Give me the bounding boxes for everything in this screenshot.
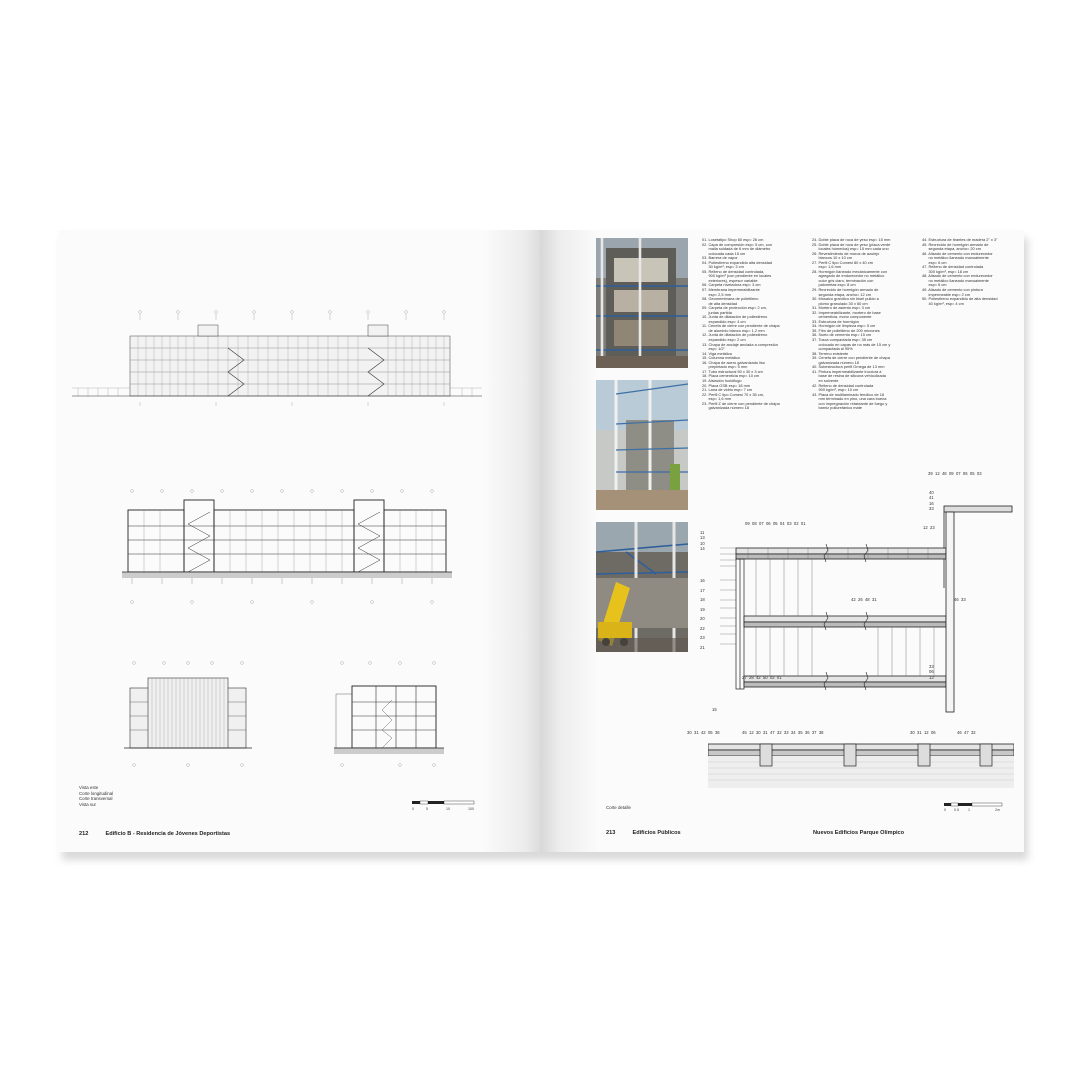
- note-line: expandido esp= 2 cm: [702, 337, 746, 343]
- note-line: 900 kg/m³, esp= 10 cm: [812, 387, 859, 393]
- note-line: 11. Cenefa de cierre con pendiente de chapa: [702, 323, 780, 329]
- tag-mid-right-a: 12 23: [923, 525, 935, 530]
- detail-caption: Corte detalle: [606, 805, 631, 810]
- tag-bottom-far: 46 47 32: [957, 730, 976, 735]
- tag-side-right-0: 40: [929, 490, 934, 495]
- note-line: 34. Hormigón de limpieza esp= 5 cm: [812, 323, 876, 329]
- note-line: 900 kg/m³ (con pendiente en locales: [702, 273, 772, 279]
- tag-right-c-0: 33: [929, 664, 934, 669]
- note-line: 09. Carpeta de protección esp= 2 cm,: [702, 305, 767, 311]
- right-folio-title: Nuevos Edificios Parque Olímpico: [813, 830, 905, 836]
- note-line: colocado en capas de no más de 15 cm y: [812, 341, 891, 347]
- notes-column-3: [922, 238, 998, 306]
- left-scale-label-3: 100: [468, 807, 474, 811]
- drawing-captions: [79, 785, 113, 807]
- note-line: 07. Membrana impermeabilizante: [702, 287, 760, 293]
- note-line: 27. Perfil C tipo Comesi 80 x 40 cm: [812, 259, 873, 265]
- right-folio-left: [606, 830, 681, 836]
- note-line: esp= 1/2": [702, 346, 725, 352]
- note-line: 23. Perfil Z de cierre con pendiente de chapa: [702, 400, 780, 406]
- note-line: 22. Perfil C tipo Comesi 70 x 35 cm,: [702, 391, 765, 397]
- note-line: 41. Pintura impermeabilizante incolora a: [812, 368, 882, 374]
- note-line: 43. Placa de multilaminado fenólico de 18: [812, 391, 885, 397]
- note-line: 31. Mortero de asiento esp= 3 cm: [812, 305, 871, 311]
- note-line: esp= 1,6 mm: [702, 396, 732, 402]
- note-line: segunda etapa, ancho= 12 cm: [812, 291, 871, 297]
- tag-left-b-7: 21: [700, 644, 705, 650]
- tag-mid-b: 46 33: [954, 597, 966, 602]
- construction-detail-drawing: [708, 498, 1014, 792]
- note-line: 05. Relleno de densidad controlada,: [702, 268, 765, 274]
- tag-bottom-mid: 45 12 30 31 47 32 33 34 35 36 37 38: [742, 730, 824, 735]
- note-line: con impregnación retardante de fuego y: [812, 400, 888, 406]
- note-line: 25. Doble placa de roca de yeso (placa verde: [812, 241, 891, 247]
- tag-mid-a: 42 26 48 31: [851, 597, 877, 602]
- caption-east-view: Vista este: [79, 785, 99, 790]
- tag-bottom-left: 30 31 42 05 36: [687, 730, 720, 735]
- tag-left-b: [700, 576, 705, 652]
- note-line: compactada al 95%: [812, 346, 853, 352]
- left-scale-label-0: 0: [412, 807, 414, 811]
- note-line: 300 kg/m³, esp= 18 cm: [922, 268, 969, 274]
- notes-column-1: [702, 238, 780, 411]
- note-line: 39. Cenefa de cierre con pendiente de chapa: [812, 355, 890, 361]
- tag-side-right-1: 41: [929, 495, 934, 501]
- note-line: 40 kg/m³, esp= 4 cm: [922, 300, 964, 306]
- note-line: 20. Placa OSB esp= 18 mm: [702, 382, 751, 388]
- note-line: no metálico llaneado manualmente: [922, 277, 989, 283]
- tag-left-b-0: 16: [700, 578, 705, 583]
- tag-left-b-6: 23: [700, 635, 705, 640]
- note-line: 19. Aislación Isolúflugo: [702, 377, 742, 383]
- tag-right-c-1: 06: [929, 669, 934, 675]
- note-line: 47. Relleno de densidad controlada: [922, 264, 984, 270]
- note-line: esp= 6 cm: [922, 282, 947, 288]
- note-line: no metálico llaneado manualmente: [922, 255, 989, 261]
- tag-left-b-3: 19: [700, 606, 705, 612]
- note-line: 49. Alisado de cemento con pintura: [922, 287, 983, 293]
- note-line: 13. Chapa de anclaje anclada a compresión: [702, 341, 778, 347]
- note-line: 50. Poliestireno expandido de alta densidad: [922, 296, 998, 302]
- note-line: 40. Subestructura perfil Omega de 13 mm: [812, 364, 885, 370]
- caption-transverse-section: Corte transversal: [79, 796, 113, 802]
- note-line: 32. Impermeabilizante, mortero de base: [812, 309, 881, 315]
- left-scale-label-2: 10: [446, 807, 450, 811]
- notes-column-2: [812, 238, 890, 411]
- tag-bottom-right: 30 31 12 06: [910, 730, 936, 735]
- tag-right-c: [929, 664, 934, 680]
- longitudinal-section-drawing: [122, 488, 452, 606]
- note-line: 08. Geomembrana de polietileno: [702, 296, 759, 302]
- tag-side-right-3: 33: [929, 506, 934, 512]
- note-line: 21. Lana de vidrio esp= 7 cm: [702, 387, 753, 393]
- note-line: cementicia, mono componente: [812, 314, 872, 320]
- note-line: 46. Alisado de cemento con endurecedor: [922, 250, 993, 256]
- tag-lower-row: 27 28 42 50 02 01: [742, 675, 782, 680]
- note-line: expandido esp= 4 cm: [702, 318, 746, 324]
- note-line: galvanizada número 18: [702, 405, 749, 411]
- note-line: 24. Doble placa de roca de yeso esp= 15 mm: [812, 237, 891, 242]
- note-line: 38. Terreno existente: [812, 350, 849, 356]
- page-number: 213: [606, 830, 616, 836]
- note-line: color gris claro, terminación con: [812, 277, 874, 283]
- note-line: de aluminio blanco esp= 1,2 mm: [702, 327, 765, 333]
- note-line: base de resina de silicona vehiculizada: [812, 373, 886, 379]
- note-line: locales húmedos) esp= 15 mm cada uno: [812, 246, 889, 252]
- note-line: 48. Alisado de cemento con endurecedor: [922, 273, 993, 279]
- note-line: 45. Recrecido de hormigón armado de: [922, 241, 989, 247]
- note-line: malla soldada de 6 mm de diámetro: [702, 246, 771, 252]
- right-page: [540, 230, 1024, 852]
- note-line: 28. Hormigón llaneado mecánicamente con: [812, 268, 888, 274]
- construction-photo-3: [596, 522, 688, 652]
- caption-longitudinal-section: Corte longitudinal: [79, 790, 114, 796]
- page-section-title: Edificios Públicos: [632, 830, 681, 836]
- construction-photo-1: [596, 238, 688, 368]
- note-line: 06. Carpeta niveladora esp= 3 cm: [702, 282, 761, 288]
- left-scale-label-1: 5: [426, 807, 428, 811]
- note-line: 12. Junta de dilatación de poliestireno: [702, 332, 768, 338]
- note-line: palometas esp= 8 cm: [812, 282, 856, 288]
- tag-left-b-5: 22: [700, 625, 705, 631]
- transverse-section-drawing: [330, 660, 448, 770]
- tag-left-b-4: 20: [700, 616, 705, 621]
- note-line: 36. Suelo de cemento esp= 15 cm: [812, 332, 872, 338]
- note-line: esp= 1,6 mm: [812, 264, 842, 270]
- note-line: barniz poliuretánico mate: [812, 405, 862, 411]
- note-line: 02. Capa de compresión esp= 5 cm, con: [702, 241, 772, 247]
- tag-side-right-2: 16: [929, 500, 934, 506]
- construction-photo-2: [596, 380, 688, 510]
- page-running-title: Edificio B - Residencia de Jóvenes Deportistas: [105, 831, 231, 837]
- tag-left-a-2: 10: [700, 540, 705, 546]
- note-line: blancos 10 x 10 cm: [812, 255, 853, 261]
- note-line: 26. Revestimiento de muros de azulejo: [812, 250, 880, 256]
- note-line: 03. Barrera de vapor: [702, 255, 738, 261]
- note-line: 33. Estructura de hormigón: [812, 318, 859, 324]
- note-line: impermeable esp= 2 cm: [922, 291, 971, 297]
- left-folio: [79, 831, 230, 837]
- note-line: 29. Recrecido de hormigón armado de: [812, 287, 879, 293]
- right-scale-label-0: 0: [944, 808, 946, 812]
- note-line: 15. Columna metálica: [702, 355, 740, 361]
- right-scale-label-3: 2m: [995, 808, 1000, 812]
- south-view-drawing: [124, 660, 252, 770]
- note-line: 16. Chapa de acero galvanizado liso: [702, 359, 765, 365]
- tag-top-row: 09 08 07 06 05 04 03 02 01: [745, 521, 806, 526]
- tag-side-right: [929, 490, 934, 512]
- note-line: 18. Placa cementicia esp= 10 cm: [702, 373, 760, 379]
- note-line: de alta densidad: [702, 300, 738, 306]
- right-scale-label-2: 1: [968, 808, 970, 812]
- note-line: prepintado esp= 5 mm: [702, 364, 748, 370]
- east-elevation-drawing: [68, 308, 488, 408]
- note-line: agregado de endurecedor no metálico: [812, 273, 885, 279]
- tag-right-c-2: 13: [929, 674, 934, 680]
- note-line: 42. Relleno de densidad controlada: [812, 382, 874, 388]
- left-page: [58, 230, 540, 852]
- note-line: 30. Mosaico granítico sin bisel pulido a: [812, 296, 879, 302]
- note-line: segunda etapa, ancho= 20 cm: [922, 246, 981, 252]
- left-scale-bar: [412, 800, 476, 806]
- tag-top-right: 39 12 48 09 07 06 05 03: [928, 471, 982, 476]
- tag-left-a-1: 13: [700, 535, 705, 541]
- note-line: plomo granulado 30 x 60 cm: [812, 300, 868, 306]
- note-line: 37. Tosca compactada esp= 35 cm: [812, 337, 873, 343]
- note-line: galvanizada número 18: [812, 359, 859, 365]
- note-line: 17. Tubo estructural 50 x 30 x 3 cm: [702, 368, 763, 374]
- note-line: en solvente: [812, 377, 839, 383]
- note-line: colocada cada 15 cm: [702, 250, 746, 256]
- note-line: exteriores), espesor variable: [702, 277, 758, 283]
- tag-left-b-1: 17: [700, 587, 705, 593]
- note-line: 30 kg/m³, esp= 3 cm: [702, 264, 744, 270]
- note-line: 44. Estructura de tirantes de madera 2" x 3": [922, 237, 998, 242]
- caption-south-view: Vista sur: [79, 801, 97, 807]
- note-line: 14. Viga metálica: [702, 350, 732, 356]
- note-line: 01. Losetatipo Shop 60 esp= 26 cm: [702, 237, 764, 242]
- note-line: juntas partida: [702, 309, 732, 315]
- tag-left-a: [700, 530, 705, 552]
- tag-left-a-0: 11: [700, 530, 705, 535]
- page-number: 212: [79, 831, 89, 837]
- note-line: 35. Film de polietileno de 200 micrones: [812, 327, 880, 333]
- tag-left-b-2: 18: [700, 597, 705, 602]
- tag-left-a-3: 14: [700, 546, 705, 552]
- note-line: mm terminado en pino, una cara buena: [812, 396, 887, 402]
- tag-left-c: 15: [712, 707, 717, 712]
- right-scale-label-1: 0.5: [954, 808, 959, 812]
- note-line: esp= 2,5 mm: [702, 291, 732, 297]
- note-line: esp= 6 cm: [922, 259, 947, 265]
- note-line: 10. Junta de dilatación de poliestireno: [702, 314, 768, 320]
- note-line: 04. Poliestireno expandido alta densidad: [702, 259, 773, 265]
